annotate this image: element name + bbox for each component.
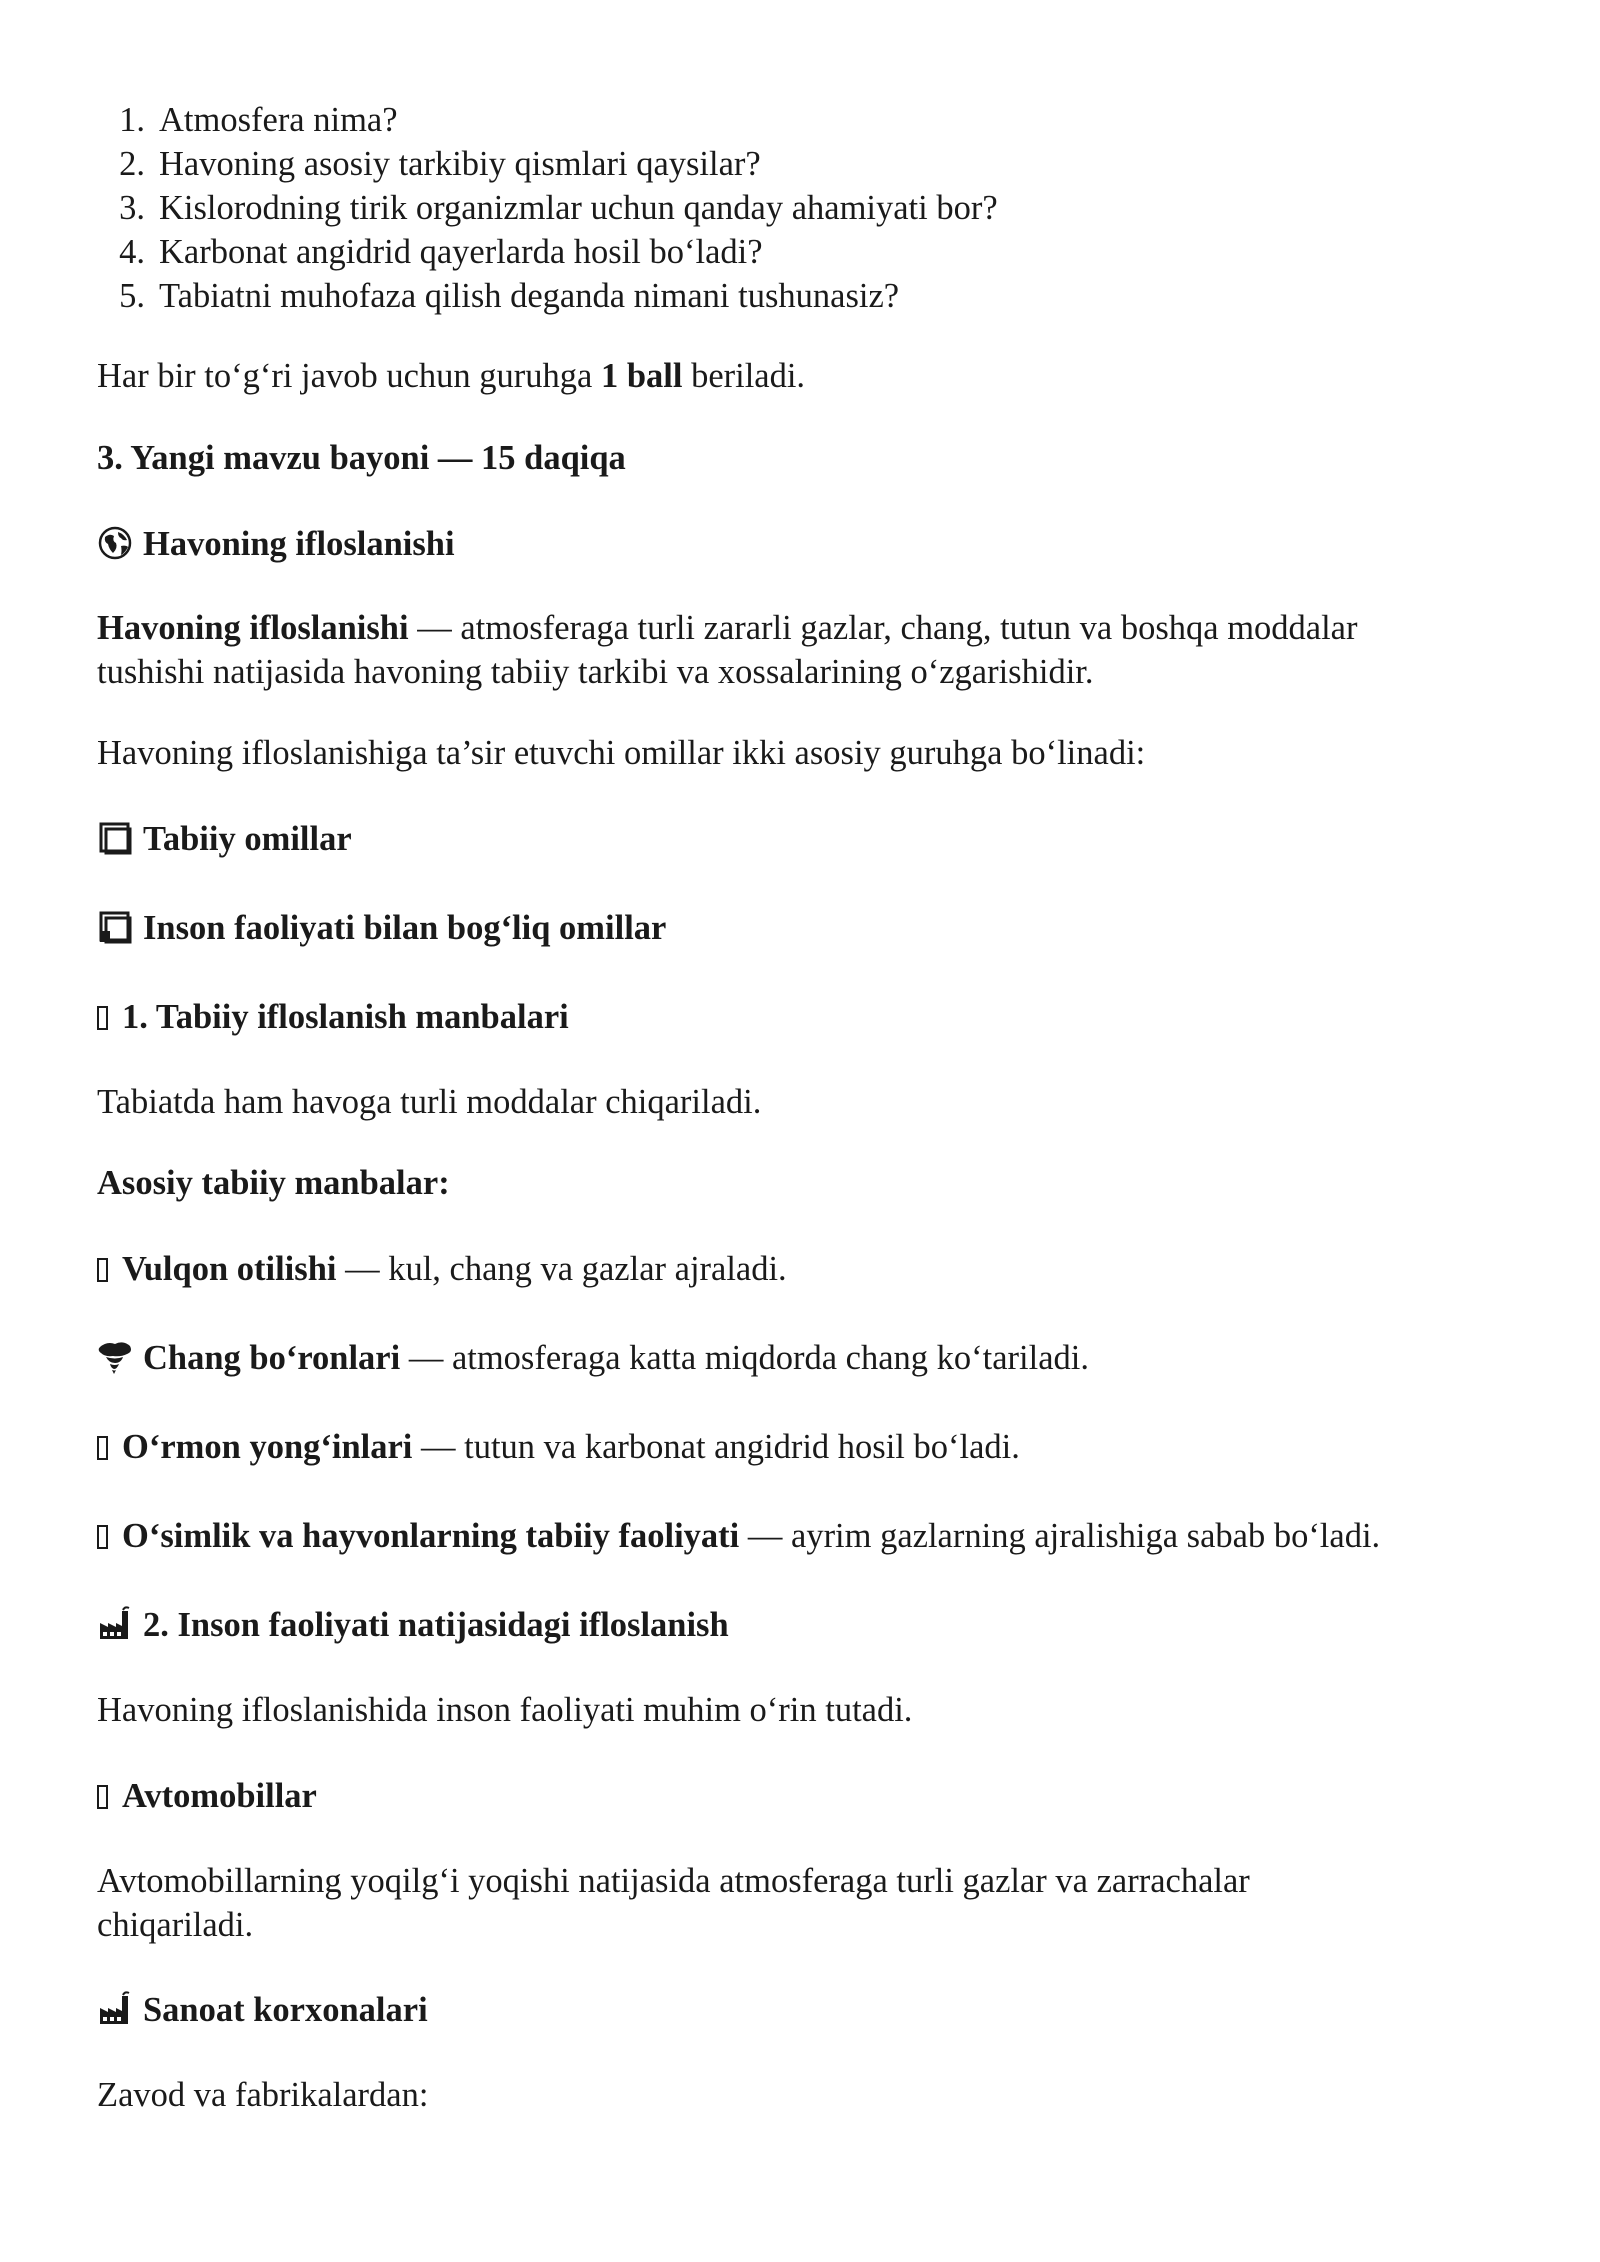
list-item [97,186,998,230]
scoring-points: 1 ball [600,357,683,395]
scoring-text-end: beriladi. [682,357,806,395]
sources-heading: Asosiy tabiiy manbalar: [97,1164,450,1202]
keycap-icon [97,820,133,856]
factory-icon [97,1606,133,1642]
tornado-icon [97,1339,133,1375]
factor-heading [97,817,352,861]
missing-glyph-icon [97,1258,108,1282]
source-name: Chang bo‘ronlari [143,1339,401,1377]
definition-line [97,606,1357,650]
source-desc: — tutun va karbonat angidrid hosil bo‘ladi. [412,1428,1020,1466]
topic-heading-text: Havoning ifloslanishi [143,525,455,563]
list-number: 1. [119,101,145,139]
subsection-heading-text: 1. Tabiiy ifloslanish manbalari [122,998,569,1036]
source-item [97,1336,1089,1380]
topic-heading [97,522,455,566]
subsection-heading [97,995,569,1039]
paragraph: Zavod va fabrikalardan: [97,2076,429,2114]
scoring-paragraph [97,354,805,398]
source-name: O‘simlik va hayvonlarning tabiiy faoliyati [122,1517,740,1555]
factor-text: Tabiiy omillar [143,820,352,858]
list-text: Kislorodning tirik organizmlar uchun qanday ahamiyati bor? [159,189,998,227]
missing-glyph-icon [97,1525,108,1549]
paragraph-line: chiqariladi. [97,1906,254,1944]
list-text: Havoning asosiy tarkibiy qismlari qaysilar? [159,145,761,183]
subsection-heading-text: Sanoat korxonalari [143,1991,428,2029]
subsection-heading-text: 2. Inson faoliyati natijasidagi ifloslanish [143,1606,729,1644]
factor-heading [97,906,666,950]
list-number: 2. [119,145,145,183]
source-item [97,1514,1380,1558]
subsection-heading [97,1988,428,2032]
list-text: Tabiatni muhofaza qilish deganda nimani tushunasiz? [159,277,900,315]
definition-text: — atmosferaga turli zararli gazlar, chang, tutun va boshqa moddalar [408,609,1358,647]
source-desc: — atmosferaga katta miqdorda chang ko‘tariladi. [400,1339,1089,1377]
source-item [97,1425,1020,1469]
list-number: 3. [119,189,145,227]
list-item [97,98,398,142]
list-item [97,142,761,186]
list-number: 4. [119,233,145,271]
factor-text: Inson faoliyati bilan bog‘liq omillar [143,909,667,947]
list-text: Karbonat angidrid qayerlarda hosil bo‘ladi? [159,233,763,271]
source-desc: — kul, chang va gazlar ajraladi. [336,1250,787,1288]
definition-term: Havoning ifloslanishi [97,609,409,647]
source-name: Vulqon otilishi [122,1250,337,1288]
section-heading: 3. Yangi mavzu bayoni — 15 daqiqa [97,439,626,477]
source-item [97,1247,787,1291]
globe-icon [97,525,133,561]
paragraph: Tabiatda ham havoga turli moddalar chiqariladi. [97,1083,762,1121]
subsection-heading-text: Avtomobillar [122,1777,317,1815]
list-text: Atmosfera nima? [159,101,398,139]
subsection-heading [97,1603,729,1647]
list-item [97,230,763,274]
definition-line: tushishi natijasida havoning tabiiy tarkibi va xossalarining o‘zgarishidir. [97,653,1094,691]
missing-glyph-icon [97,1006,108,1030]
missing-glyph-icon [97,1785,108,1809]
paragraph-line: Avtomobillarning yoqilg‘i yoqishi natijasida atmosferaga turli gazlar va zarrachalar [97,1862,1250,1900]
list-number: 5. [119,277,145,315]
paragraph: Havoning ifloslanishida inson faoliyati muhim o‘rin tutadi. [97,1691,913,1729]
keycap-icon [97,909,133,945]
source-name: O‘rmon yong‘inlari [122,1428,413,1466]
factors-intro: Havoning ifloslanishiga ta’sir etuvchi omillar ikki asosiy guruhga bo‘linadi: [97,734,1146,772]
factory-icon [97,1991,133,2027]
missing-glyph-icon [97,1436,108,1460]
scoring-text: Har bir to‘g‘ri javob uchun guruhga [97,357,601,395]
list-item [97,274,899,318]
source-desc: — ayrim gazlarning ajralishiga sabab bo‘ladi. [739,1517,1381,1555]
subsection-heading [97,1774,317,1818]
